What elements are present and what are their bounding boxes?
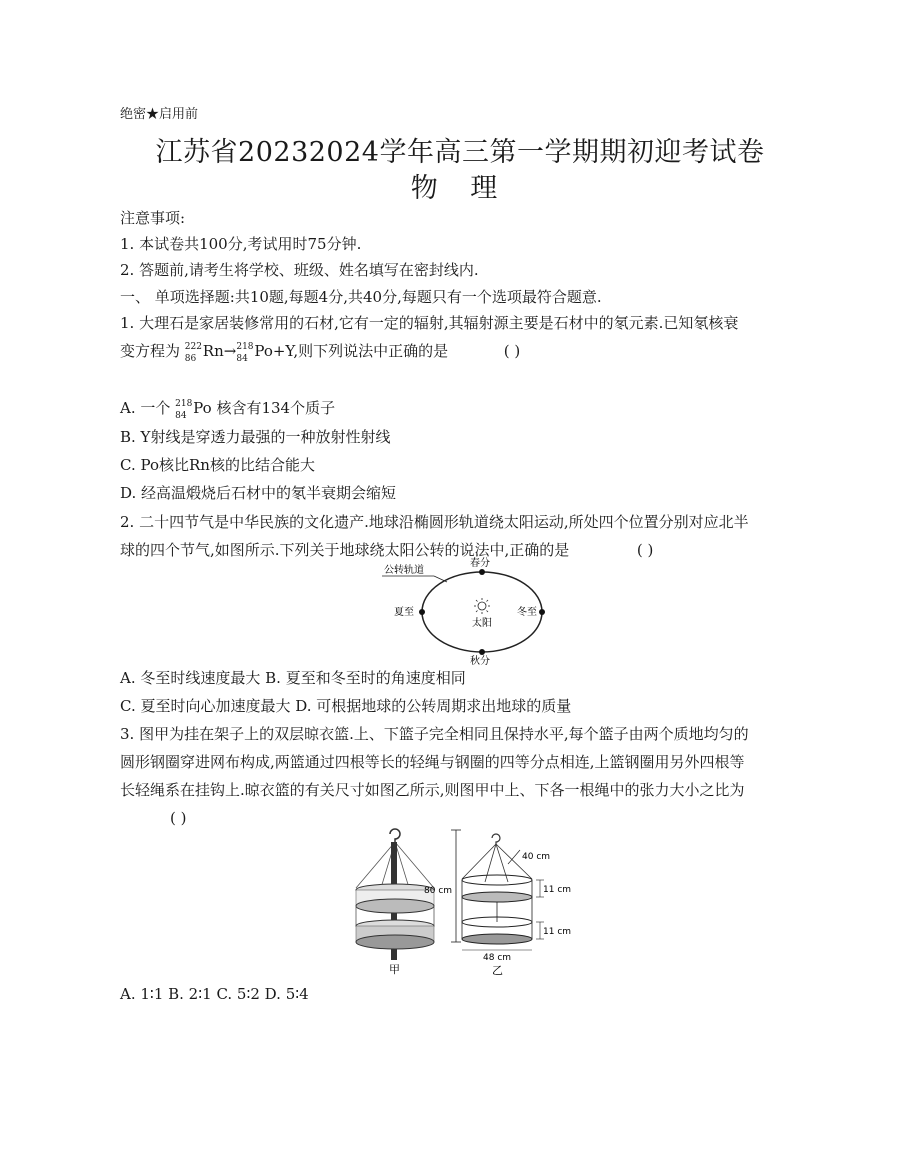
q1-stem-post: 则下列说法中正确的是 [298, 342, 449, 360]
q1-option-c: C. Po核比Rn核的比结合能大 [120, 456, 315, 474]
q3-stem-line3: 长轻绳系在挂钩上.晾衣篮的有关尺寸如图乙所示,则图甲中上、下各一根绳中的张力大小之比为 [120, 781, 745, 799]
autumn-point [479, 649, 485, 655]
po-nuclide-option [175, 398, 193, 421]
q1-option-a-pre: A. 一个 [120, 399, 171, 417]
decay-arrow: → [223, 342, 237, 360]
dimension-48cm: 48 cm [483, 953, 512, 963]
q1-option-b: B. Y射线是穿透力最强的一种放射性射线 [120, 428, 391, 446]
q1-option-a-post: Po 核含有134个质子 [193, 399, 336, 417]
rn-nuclide [184, 341, 203, 364]
po-mass-number: 218 [236, 342, 254, 352]
section-heading: 一、 单项选择题:共10题,每题4分,共40分,每题只有一个选项最符合题意. [120, 288, 602, 306]
note-item-2: 2. 答题前,请考生将学校、班级、姓名填写在密封线内. [120, 261, 479, 279]
q1-answer-paren: ( ) [503, 342, 521, 360]
summer-point [419, 609, 425, 615]
sun-label: 太阳 [472, 618, 492, 629]
q1-stem-pre: 变方程为 [120, 342, 181, 360]
dimension-40cm: 40 cm [522, 852, 551, 862]
dimension-80cm: 80 cm [424, 886, 453, 896]
spring-label: 春分 [470, 558, 490, 569]
po-atomic-number: 84 [236, 354, 248, 364]
q3-answer-paren: ( ) [170, 809, 187, 827]
winter-label: 冬至 [517, 607, 537, 618]
figure-yi-label: 乙 [492, 964, 503, 977]
confidential-mark: 绝密★启用前 [120, 107, 199, 122]
rn-mass-number: 222 [184, 342, 202, 352]
dimension-11cm-upper: 11 cm [543, 885, 572, 895]
lower-ring-bottom [462, 934, 532, 944]
hook-icon-yi [492, 834, 500, 844]
spring-point [479, 569, 485, 575]
orbit-label: 公转轨道 [384, 565, 424, 576]
basket-figure-yi [420, 826, 580, 978]
figure-jia-label: 甲 [389, 963, 400, 976]
note-item-1: 1. 本试卷共100分,考试用时75分钟. [120, 235, 362, 253]
exam-title: 江苏省20232024学年高三第一学期期初迎考试卷 [155, 137, 765, 168]
po-option-mass: 218 [175, 399, 193, 409]
q3-options: A. 1∶1 B. 2∶1 C. 5∶2 D. 5∶4 [120, 985, 309, 1003]
po-nuclide [236, 341, 254, 364]
q3-stem-line1: 3. 图甲为挂在架子上的双层晾衣篮.上、下篮子完全相同且保持水平,每个篮子由两个质地均匀的 [120, 725, 749, 743]
po-option-number: 84 [175, 411, 187, 421]
q1-option-a [120, 398, 336, 421]
q1-stem-line2 [120, 341, 521, 364]
orbit-diagram [372, 556, 552, 666]
q1-option-d: D. 经高温煅烧后石材中的氡半衰期会缩短 [120, 484, 397, 502]
dimension-11cm-lower: 11 cm [543, 927, 572, 937]
notes-heading: 注意事项: [120, 209, 186, 227]
q3-stem-line2: 圆形钢圈穿进网布构成,两篮通过四根等长的轻绳与钢圈的四等分点相连,上篮钢圈用另外四根等 [120, 753, 745, 771]
q2-answer-paren: ( ) [636, 541, 654, 559]
q1-stem-line1: 1. 大理石是家居装修常用的石材,它有一定的辐射,其辐射源主要是石材中的氡元素.已知氡核衰 [120, 314, 739, 332]
orbit-label-pointer [434, 576, 447, 582]
sun-icon [474, 598, 490, 614]
q2-options-ab: A. 冬至时线速度最大 B. 夏至和冬至时的角速度相同 [120, 669, 466, 687]
summer-label: 夏至 [394, 607, 414, 618]
upper-ring-bottom [462, 892, 532, 902]
rn-symbol: Rn [202, 342, 224, 360]
rn-atomic-number: 86 [184, 354, 197, 364]
q2-stem-line1: 2. 二十四节气是中华民族的文化遗产.地球沿椭圆形轨道绕太阳运动,所处四个位置分别对应北半 [120, 513, 749, 531]
po-symbol: Po+Y, [254, 342, 299, 360]
q2-stem-text: 球的四个节气,如图所示.下列关于地球绕太阳公转的说法中,正确的是 [120, 541, 570, 559]
q2-options-cd: C. 夏至时向心加速度最大 D. 可根据地球的公转周期求出地球的质量 [120, 697, 572, 715]
autumn-label: 秋分 [470, 656, 490, 666]
subject-title: 物 理 [410, 173, 510, 204]
upper-ring-top [462, 875, 532, 885]
winter-point [539, 609, 545, 615]
hook-icon [390, 829, 400, 842]
